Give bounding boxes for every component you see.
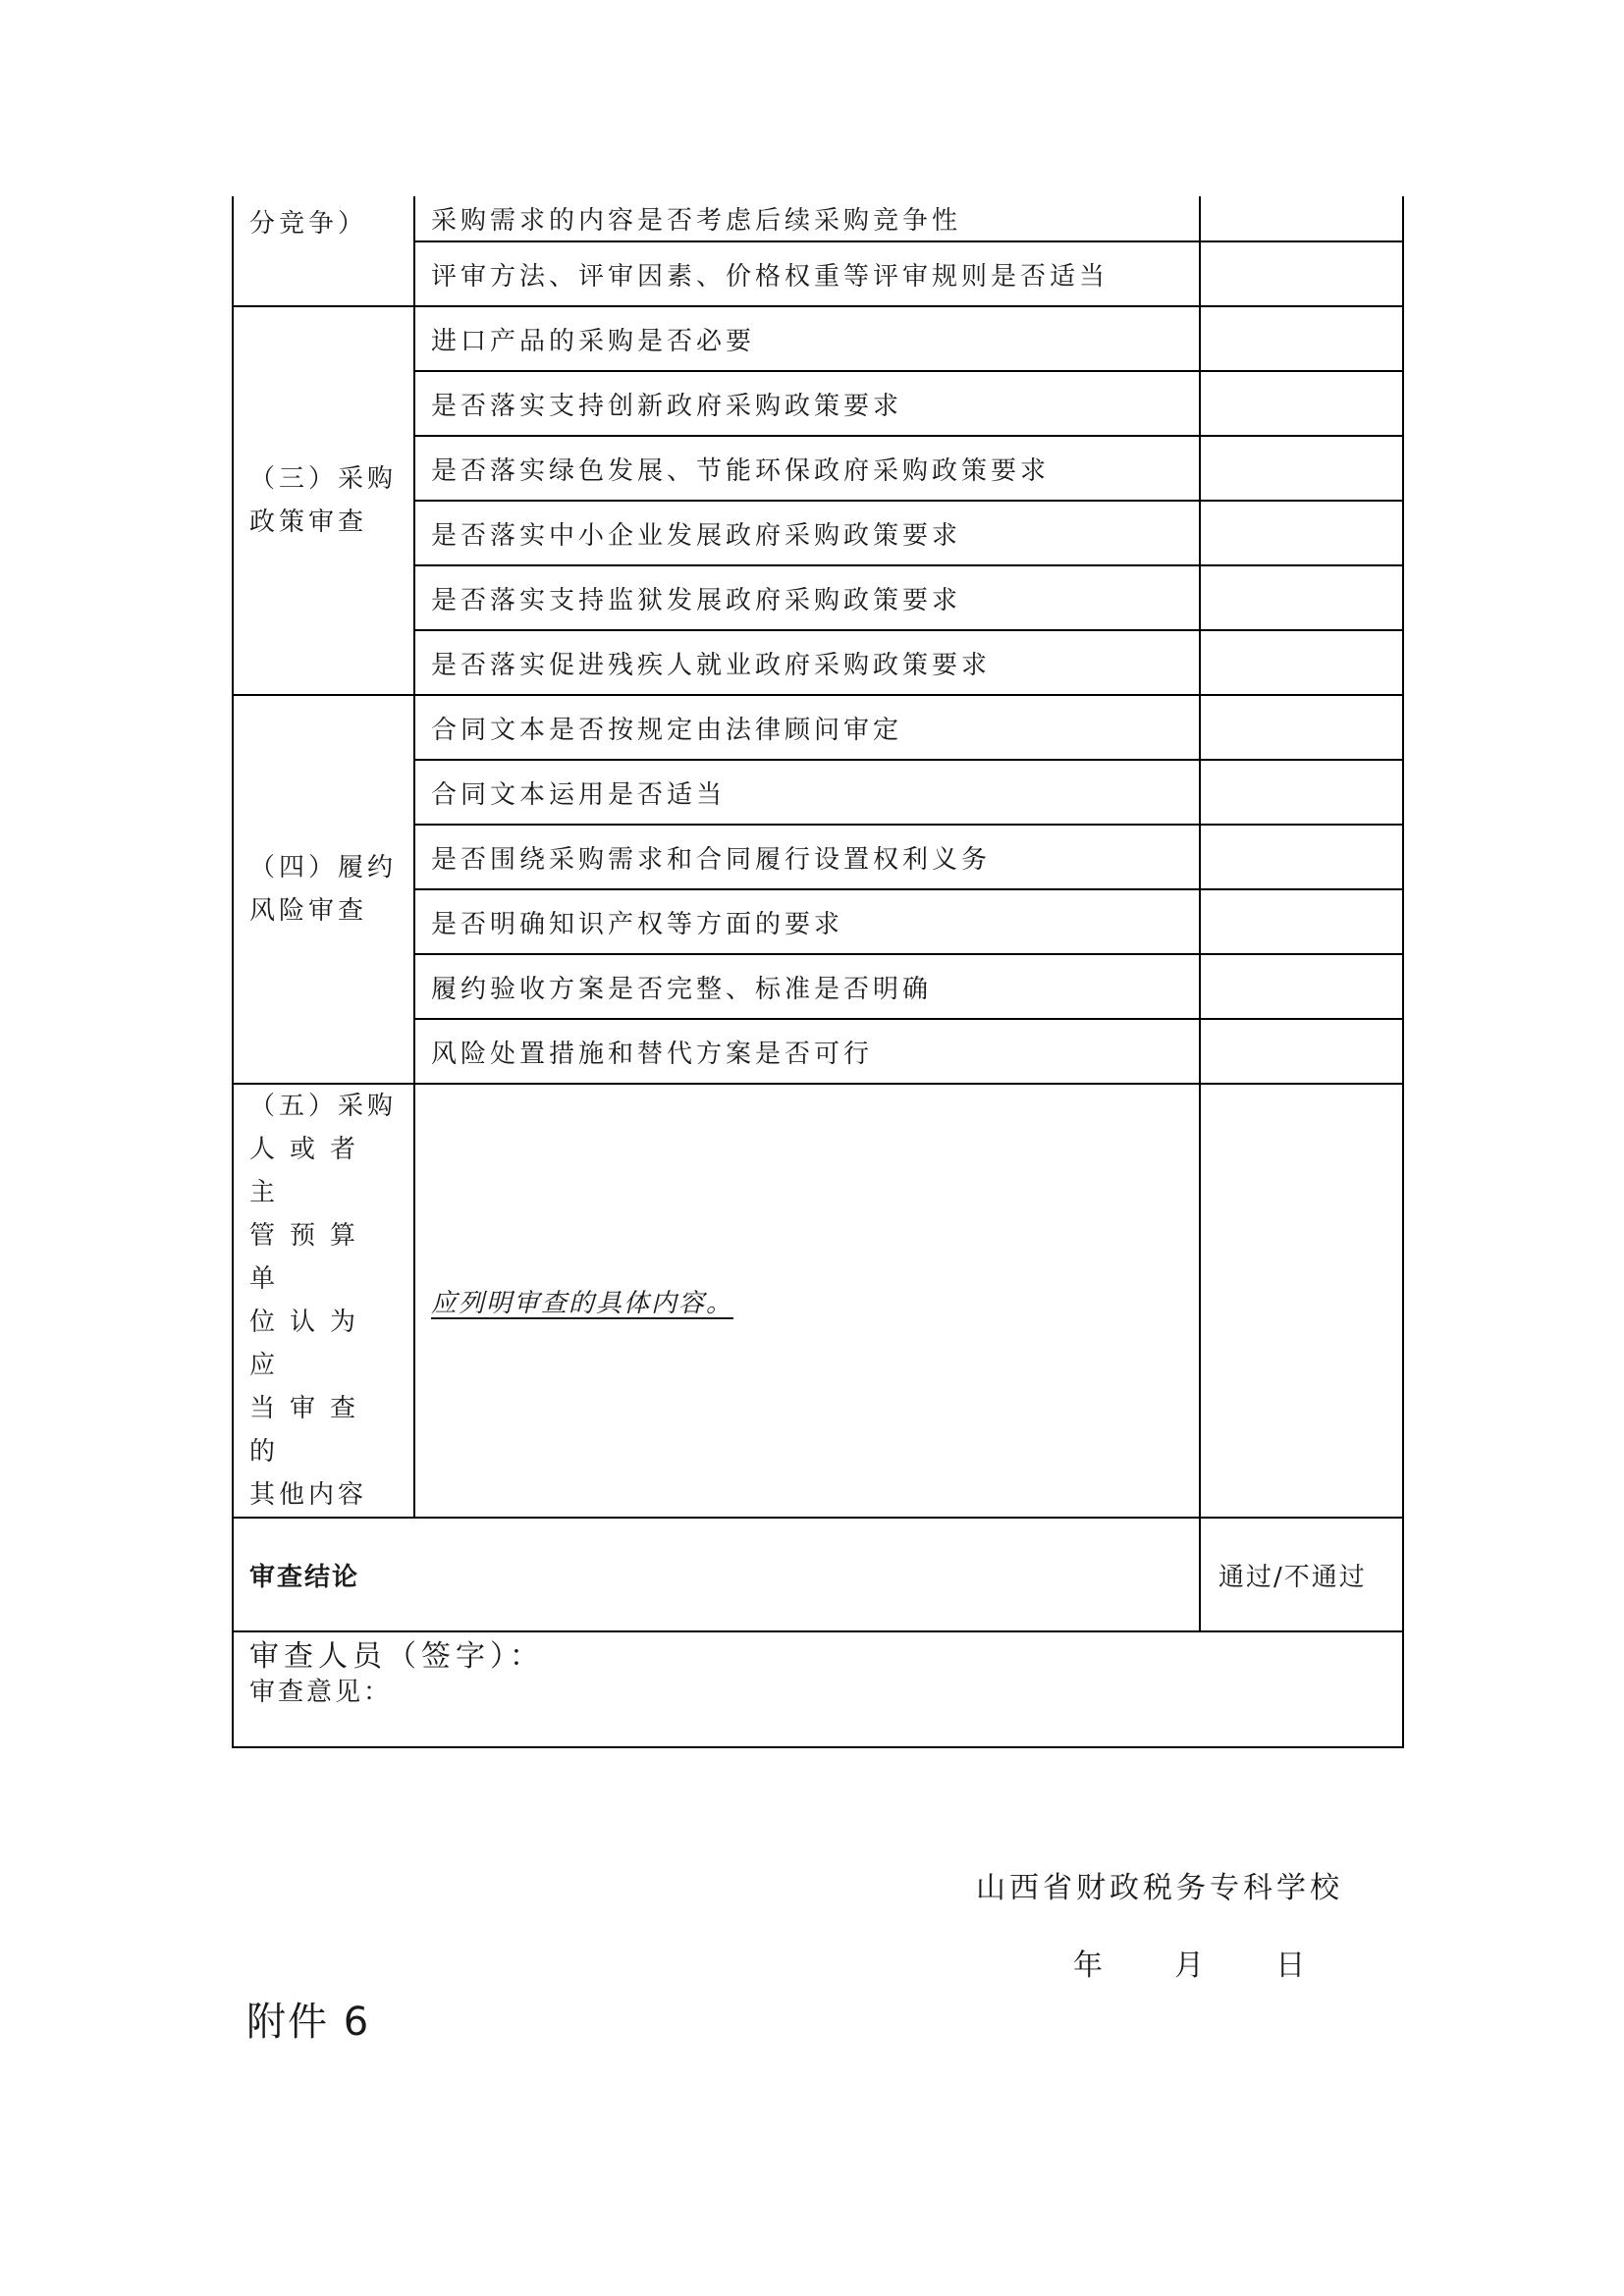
category-label-line: 管预算单 [249,1221,371,1294]
review-item: 风险处置措施和替代方案是否可行 [414,1019,1200,1084]
category-label-line: 其他内容 [249,1480,368,1510]
table-row [233,1084,1403,1518]
review-item: 是否围绕采购需求和合同履行设置权利义务 [414,825,1200,889]
result-cell[interactable] [1200,241,1403,306]
result-cell[interactable] [1200,436,1403,501]
category-label-line: （四）履约 [249,853,398,882]
result-cell[interactable] [1200,1084,1403,1518]
hint-text: 应列明审查的具体内容。 [431,1288,734,1318]
result-cell[interactable] [1200,306,1403,371]
review-item: 是否落实绿色发展、节能环保政府采购政策要求 [414,436,1200,501]
attachment-heading: 附件 6 [246,2000,371,2045]
result-cell[interactable] [1200,954,1403,1019]
result-cell[interactable] [1200,371,1403,436]
category-cell-risk [233,695,414,1084]
category-cell-other [233,1084,414,1518]
category-label-line: 当审查的 [249,1394,371,1467]
category-label-line: （三）采购 [249,464,398,494]
category-cell-policy [233,306,414,695]
review-item: 合同文本运用是否适当 [414,760,1200,825]
date-year: 年 [1073,1949,1103,1983]
table-row [233,695,1403,760]
table-row [233,1518,1403,1631]
category-cell-continued [233,196,414,306]
review-item: 是否落实促进残疾人就业政府采购政策要求 [414,630,1200,695]
review-item: 是否落实支持监狱发展政府采购政策要求 [414,565,1200,630]
review-item: 采购需求的内容是否考虑后续采购竞争性 [414,196,1200,241]
date-line [1073,1941,1305,1984]
review-item: 进口产品的采购是否必要 [414,306,1200,371]
result-cell[interactable] [1200,760,1403,825]
category-label-line: 风险审查 [249,896,368,926]
other-content-cell[interactable] [414,1084,1200,1518]
conclusion-label: 审查结论 [233,1518,1200,1631]
category-label-line: 位认为应 [249,1308,371,1380]
review-item: 合同文本是否按规定由法律顾问审定 [414,695,1200,760]
result-cell[interactable] [1200,196,1403,241]
review-item: 是否落实中小企业发展政府采购政策要求 [414,501,1200,565]
result-cell[interactable] [1200,695,1403,760]
result-cell[interactable] [1200,501,1403,565]
category-label-line: 人或者主 [249,1135,371,1207]
date-month: 月 [1174,1949,1205,1983]
review-item: 是否落实支持创新政府采购政策要求 [414,371,1200,436]
opinion-label: 审查意见： [249,1677,393,1707]
date-day: 日 [1275,1949,1306,1983]
result-cell[interactable] [1200,565,1403,630]
category-label-line: （五）采购 [249,1092,398,1121]
organization-name: 山西省财政税务专科学校 [976,1871,1343,1905]
result-cell[interactable] [1200,825,1403,889]
review-table [232,196,1404,1748]
review-item: 评审方法、评审因素、价格权重等评审规则是否适当 [414,241,1200,306]
result-cell[interactable] [1200,889,1403,954]
table-row [233,196,1403,241]
review-item: 是否明确知识产权等方面的要求 [414,889,1200,954]
review-item: 履约验收方案是否完整、标准是否明确 [414,954,1200,1019]
signature-label: 审查人员（签字）： [249,1639,544,1674]
conclusion-value[interactable]: 通过/不通过 [1200,1518,1403,1631]
result-cell[interactable] [1200,1019,1403,1084]
result-cell[interactable] [1200,630,1403,695]
category-label-line: 政策审查 [249,507,368,537]
table-row [233,306,1403,371]
category-label: 分竞争） [249,209,368,239]
